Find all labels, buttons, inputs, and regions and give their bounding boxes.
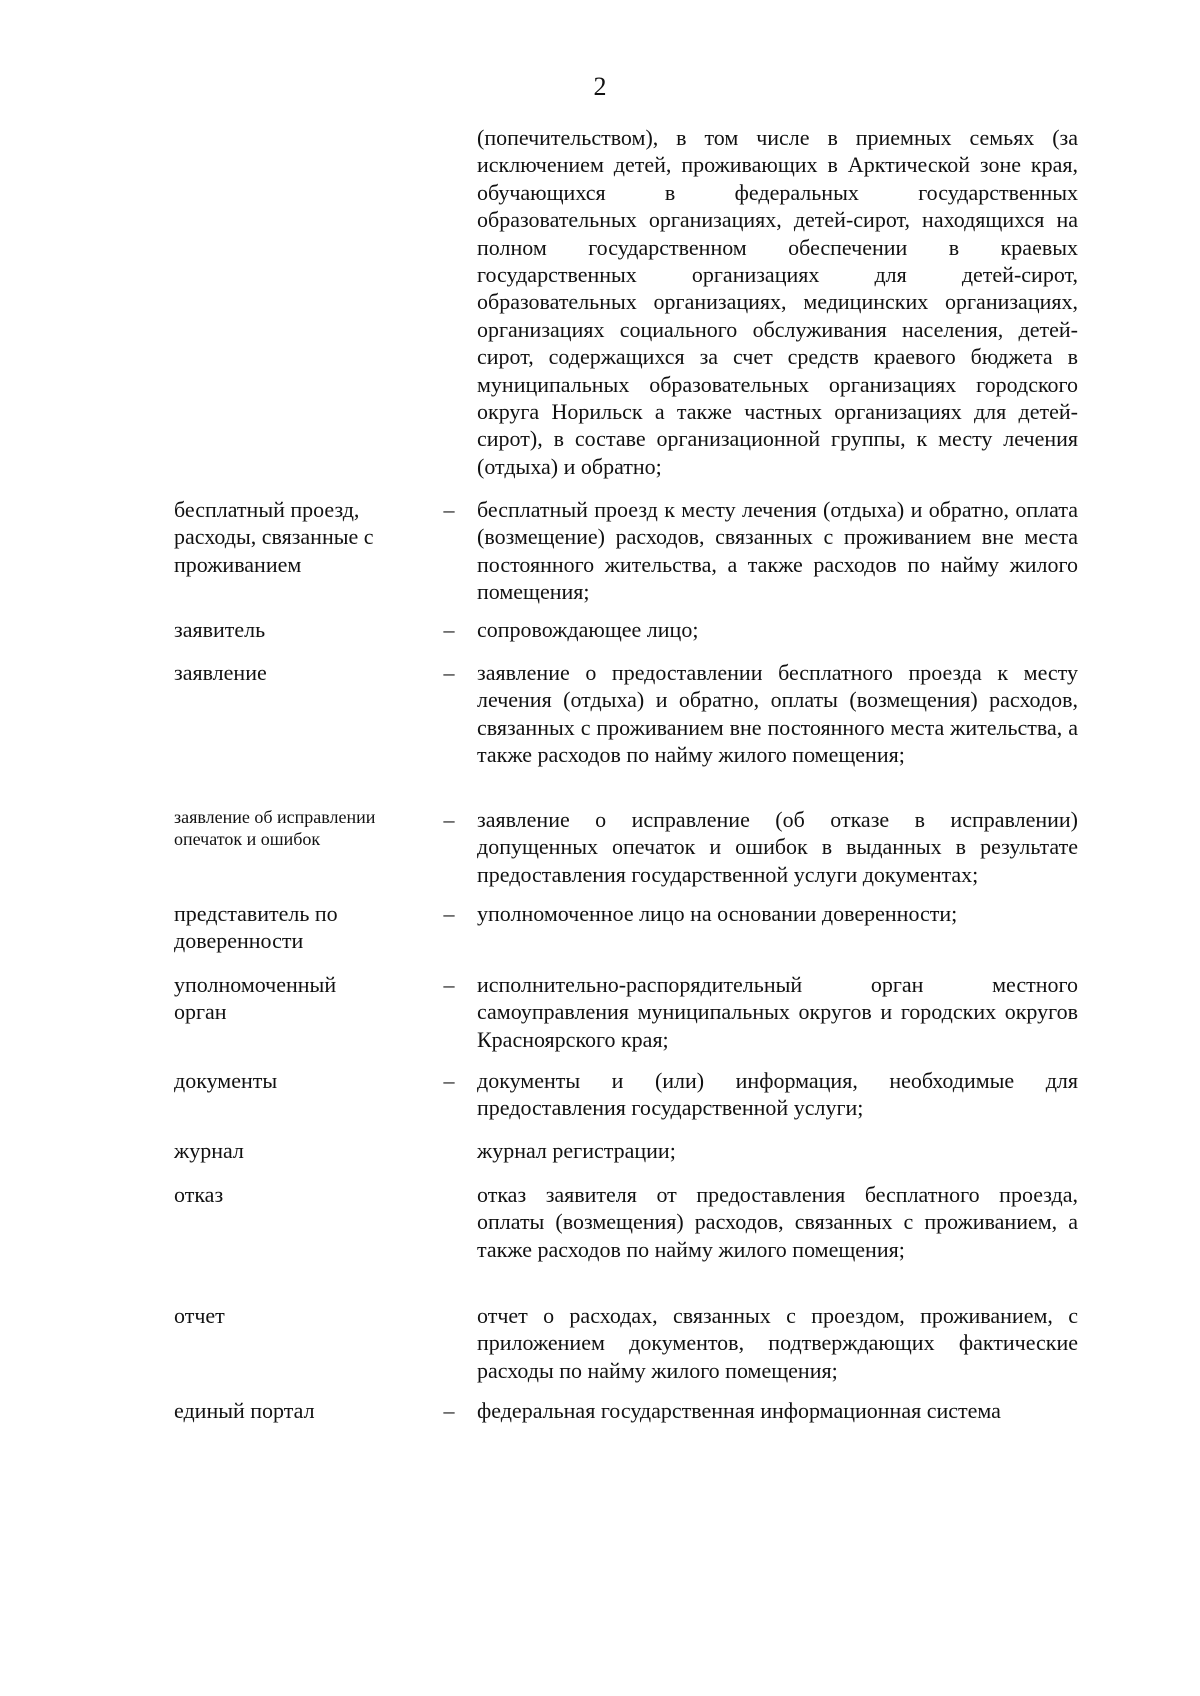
definition-term: отказ: [174, 1182, 224, 1207]
definition-text: журнал регистрации;: [477, 1138, 676, 1163]
definition-text: отчет о расходах, связанных с проездом, проживанием, с приложением документов, подтверждающих фактические расходы по найму жилого помещения;: [477, 1303, 1078, 1383]
definition-term: отчет: [174, 1303, 225, 1328]
page-number: 2: [593, 72, 607, 101]
definition-term: заявление: [174, 660, 267, 685]
definition-dash: –: [443, 1398, 455, 1423]
definition-text: сопровождающее лицо;: [477, 617, 699, 642]
definition-text: федеральная государственная информационная система: [477, 1398, 1001, 1423]
definition-text: заявление о предоставлении бесплатного проезда к месту лечения (отдыха) и обратно, оплаты (возмещения) расходов, связанных с проживанием вне постоянного места жительства, а также расходов по найму жилого помещения;: [477, 660, 1078, 768]
definition-text: отказ заявителя от предоставления бесплатного проезда, оплаты (возмещения) расходов, связанных с проживанием, а также расходов по найму жилого помещения;: [477, 1182, 1078, 1262]
definition-text: уполномоченное лицо на основании доверенности;: [477, 901, 958, 926]
definition-term: единый портал: [174, 1398, 315, 1423]
definition-dash: –: [443, 660, 455, 685]
definition-dash: –: [443, 1068, 455, 1093]
definition-term: заявитель: [174, 617, 266, 642]
definition-term: заявление об исправлении опечаток и ошибок: [174, 807, 376, 849]
definition-text: документы и (или) информация, необходимые для предоставления государственной услуги;: [477, 1068, 1078, 1121]
definition-dash: –: [443, 617, 455, 642]
definition-dash: –: [443, 807, 455, 832]
definition-term: документы: [174, 1068, 278, 1093]
definition-dash: –: [443, 972, 455, 997]
definition-text: бесплатный проезд к месту лечения (отдыха) и обратно, оплата (возмещение) расходов, связанных с проживанием вне места постоянного жительства, а также расходов по найму жилого помещения;: [477, 497, 1078, 605]
definition-term: журнал: [174, 1138, 244, 1163]
definition-text: заявление о исправление (об отказе в исправлении) допущенных опечаток и ошибок в выданных в результате предоставления государственной услуги документах;: [477, 807, 1078, 887]
definition-dash: –: [443, 901, 455, 926]
definition-term: уполномоченный орган: [174, 972, 337, 1025]
definition-text: исполнительно-распорядительный орган местного самоуправления муниципальных округов и городских округов Красноярского края;: [477, 972, 1078, 1052]
intro-paragraph: (попечительством), в том числе в приемных семьях (за исключением детей, проживающих в Арктической зоне края, обучающихся в федеральных государственных образовательных организациях, детей-сирот, находящихся на полном государственном обеспечении в краевых государственных организациях для детей-сирот, образовательных организациях, медицинских организациях, организациях социального обслуживания населения, детей-сирот, содержащихся за счет средств краевого бюджета в муниципальных образовательных организациях городского округа Норильск а также частных организациях для детей-сирот), в составе организационной группы, к месту лечения (отдыха) и обратно;: [477, 125, 1078, 479]
definition-term: бесплатный проезд, расходы, связанные с проживанием: [174, 497, 374, 577]
definition-term: представитель по доверенности: [174, 901, 338, 954]
definition-dash: –: [443, 497, 455, 522]
